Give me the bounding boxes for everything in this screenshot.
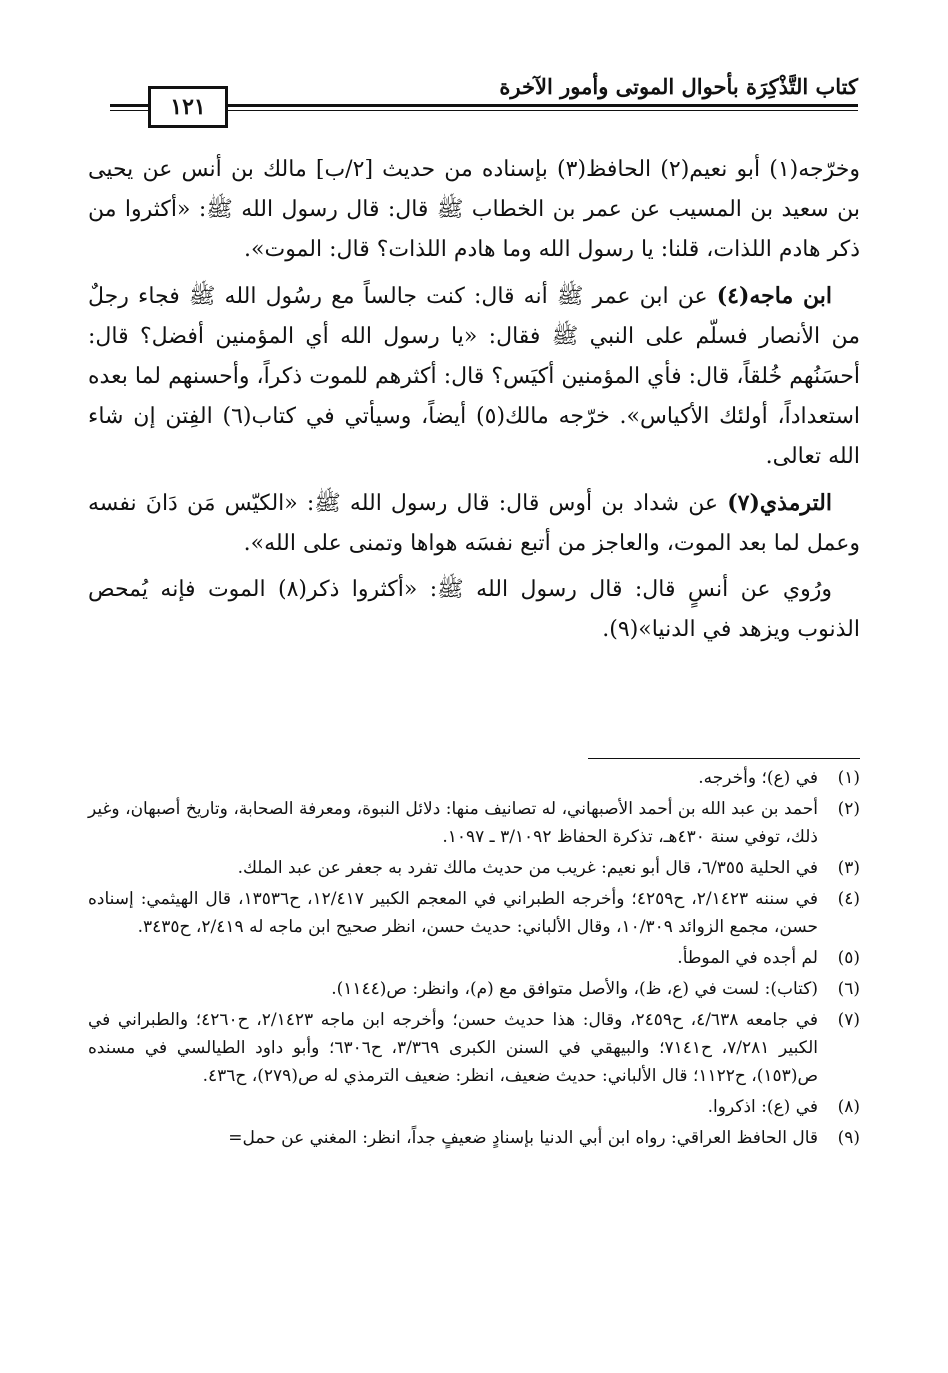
footnote-number: (٢) [837, 799, 860, 819]
paragraph-1: وخرّجه(١) أبو نعيم(٢) الحافظ(٣) بإسناده من حديث [٢/ب] مالك بن أنس عن يحيى بن سعيد بن المسيب عن عمر بن الخطاب ﷺ قال: قال رسول الله ﷺ: «أكثروا من ذكر هادم اللذات، قلنا: يا رسول الله وما هادم اللذات؟ قال: الموت». [88, 157, 861, 262]
footnote-4 [88, 885, 860, 941]
footnote-text: قال الحافظ العراقي: رواه ابن أبي الدنيا بإسنادٍ ضعيفٍ جداً، انظر: المغني عن حمل= [228, 1128, 818, 1148]
footnote-text: في جامعه ٤/٦٣٨، ح٢٤٥٩، وقال: هذا حديث حسن؛ وأخرجه ابن ماجه ٢/١٤٢٣، ح٤٢٦٠؛ والطبراني في الكبير ٧/٢٨١، ح٧١٤١؛ والبيهقي في السنن الكبرى ٣/٣٦٩، ح٦٣٠٦؛ وأبو داود الطيالسي في مسنده ص(١٥٣)، ح١١٢٢؛ قال الألباني: حديث ضعيف، انظر: ضعيف الترمذي له ص(٢٧٩)، ح٤٣٦. [88, 1010, 818, 1086]
main-text [88, 150, 860, 656]
footnote-5 [88, 944, 860, 972]
footnote-separator [588, 758, 860, 759]
running-title: كتاب التَّذْكِرَة بأحوال الموتى وأمور الآخرة [499, 74, 858, 99]
footnote-text: أحمد بن عبد الله بن أحمد الأصبهاني، له تصانيف منها: دلائل النبوة، ومعرفة الصحابة، وتاريخ أصبهان، وغير ذلك، توفي سنة ٤٣٠هـ، تذكرة الحفاظ ٣/١٠٩٢ ـ ١٠٩٧. [88, 799, 818, 847]
footnote-1 [88, 764, 860, 792]
footnote-number: (٧) [837, 1010, 860, 1030]
footnote-text: لم أجده في الموطأ. [677, 948, 818, 968]
footnote-number: (٨) [837, 1097, 860, 1117]
page-number: ١٢١ [148, 86, 228, 128]
footnote-8 [88, 1093, 860, 1121]
footnote-text: في (ع)؛ وأخرجه. [698, 768, 818, 788]
footnotes [88, 764, 860, 1155]
paragraph-3 [88, 483, 860, 564]
footnote-6 [88, 975, 860, 1003]
footnote-number: (٣) [837, 858, 860, 878]
footnote-number: (٩) [837, 1128, 860, 1148]
footnote-text: في سننه ٢/١٤٢٣، ح٤٢٥٩؛ وأخرجه الطبراني في المعجم الكبير ١٢/٤١٧، ح١٣٥٣٦، قال الهيثمي: إسناده حسن، مجمع الزوائد ١٠/٣٠٩، وقال الألباني: حديث حسن، انظر صحيح ابن ماجه له ٢/٤١٩، ح٣٤٣٥. [88, 889, 818, 937]
footnote-7 [88, 1006, 860, 1090]
paragraph-2 [88, 276, 860, 477]
footnote-9 [88, 1124, 860, 1152]
footnote-text: (كتاب): لست في (ع، ظ)، والأصل متوافق مع (م)، وانظر: ص(١١٤٤). [331, 979, 818, 999]
paragraph-2-lead: ابن ماجه(٤) [716, 283, 832, 309]
footnote-number: (٤) [837, 889, 860, 909]
paragraph-4: ورُوي عن أنسٍ قال: قال رسول الله ﷺ: «أكثروا ذكر(٨) الموت فإنه يُمحص الذنوب ويزهد في الدنيا»(٩). [88, 577, 860, 642]
footnote-3 [88, 854, 860, 882]
footnote-number: (٦) [837, 979, 860, 999]
paragraph-2-text: عن ابن عمر ﷺ أنه قال: كنت جالساً مع رسُول الله ﷺ فجاء رجلٌ من الأنصار فسلّم على النبي ﷺ فقال: «يا رسول الله أي المؤمنين أفضل؟ قال: أحسَنُهم خُلقاً، قال: فأي المؤمنين أكيَس؟ قال: أكثرهم للموت ذكراً، وأحسنهم لما بعده استعداداً، أولئك الأكياس». خرّجه مالك(٥) أيضاً، وسيأتي في كتاب(٦) الفِتن إن شاء الله تعالى. [88, 284, 860, 469]
footnote-2 [88, 795, 860, 851]
paragraph-3-lead: الترمذي(٧) [727, 490, 832, 516]
footnote-text: في الحلية ٦/٣٥٥، قال أبو نعيم: غريب من حديث مالك تفرد به جعفر عن عبد الملك. [237, 858, 818, 878]
paragraph-3-text: عن شداد بن أوس قال: قال رسول الله ﷺ: «الكيّس مَن دَانَ نفسه وعمل لما بعد الموت، والعاجز من أتبع نفسَه هواها وتمنى على الله». [88, 491, 860, 556]
footnote-text: في (ع): اذكروا. [707, 1097, 818, 1117]
footnote-number: (١) [837, 768, 860, 788]
footnote-number: (٥) [837, 948, 860, 968]
